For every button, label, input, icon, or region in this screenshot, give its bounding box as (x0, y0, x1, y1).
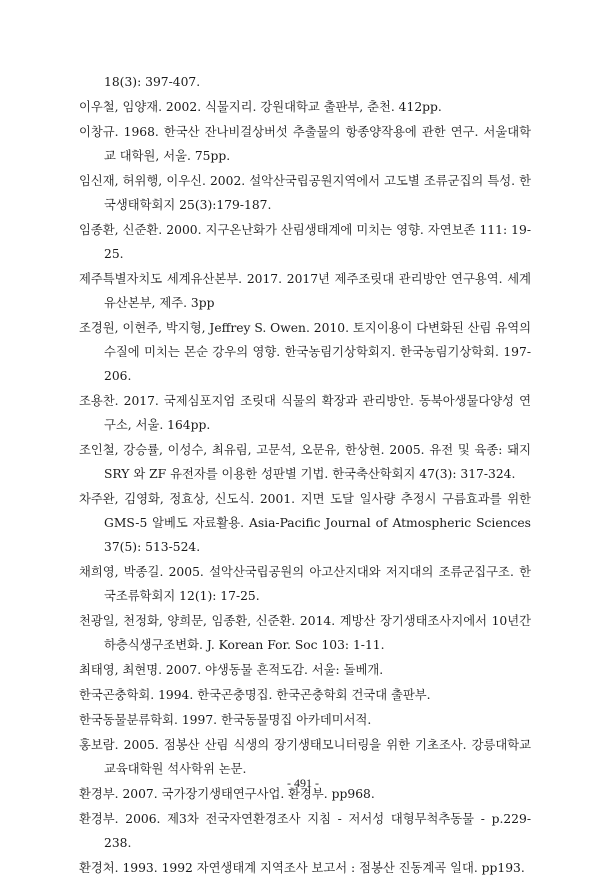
reference-entry: 환경부. 2006. 제3차 전국자연환경조사 지침 - 저서성 대형무척추동물 - p.229-238. (79, 812, 531, 850)
reference-entry: 최태영, 최현명. 2007. 야생동물 흔적도감. 서울: 돌베개. (79, 663, 384, 677)
reference-entry: 이창규. 1968. 한국산 잔나비걸상버섯 추출물의 항종양작용에 관한 연구. 서울대학교 대학원, 서울. 75pp. (79, 125, 531, 163)
reference-entry: 환경부. 2007. 국가장기생태연구사업. 환경부. pp968. (79, 787, 375, 801)
reference-entry-continuation: 18(3): 397-407. (104, 75, 201, 89)
reference-entry: 임신재, 허위행, 이우신. 2002. 설악산국립공원지역에서 고도별 조류군집의 특성. 한국생태학회지 25(3):179-187. (79, 174, 531, 212)
reference-entry: 홍보람. 2005. 점봉산 산림 식생의 장기생태모니터링을 위한 기초조사. 강릉대학교 교육대학원 석사학위 논문. (79, 738, 531, 776)
reference-entry: 천광일, 천정화, 양희문, 임종환, 신준환. 2014. 계방산 장기생태조사지에서 10년간 하층식생구조변화. J. Korean For. Soc 103: 1-11. (79, 614, 531, 652)
reference-entry: 채희영, 박종길. 2005. 설악산국립공원의 아고산지대와 저지대의 조류군집구조. 한국조류학회지 12(1): 17-25. (79, 565, 531, 603)
reference-entry: 차주완, 김영화, 정효상, 신도식. 2001. 지면 도달 일사량 추정시 구름효과를 위한 GMS-5 알베도 자료활용. Asia-Pacific Journal of Atmospheric Sciences 37(5): 513-524. (79, 492, 531, 554)
reference-entry: 조경원, 이현주, 박지형, Jeffrey S. Owen. 2010. 토지이용이 다변화된 산림 유역의 수질에 미치는 몬순 강우의 영향. 한국농림기상학회지. 한국농림기상학회. 197-206. (79, 321, 531, 383)
reference-entry: 제주특별자치도 세계유산본부. 2017. 2017년 제주조릿대 관리방안 연구용역. 세계유산본부, 제주. 3pp (79, 272, 531, 310)
reference-entry: 한국곤충학회. 1994. 한국곤충명집. 한국곤충학회 건국대 출판부. (79, 688, 431, 702)
reference-entry: 이우철, 임양재. 2002. 식물지리. 강원대학교 출판부, 춘천. 412pp. (79, 100, 442, 114)
reference-entry: 환경처. 1993. 1992 자연생태계 지역조사 보고서 : 점봉산 진동계곡 일대. pp193. (79, 861, 525, 875)
reference-list (79, 70, 531, 881)
reference-entry: 임종환, 신준환. 2000. 지구온난화가 산림생태계에 미치는 영향. 자연보존 111: 19-25. (79, 223, 531, 261)
reference-entry: 한국동물분류학회. 1997. 한국동물명집 아카데미서적. (79, 713, 372, 727)
reference-entry: 조인철, 강승률, 이성수, 최유림, 고문석, 오문유, 한상현. 2005. 유전 및 육종: 돼지 SRY 와 ZF 유전자를 이용한 성판별 기법. 한국축산학회지 47(3): 317-324. (79, 443, 531, 481)
reference-entry: 조용찬. 2017. 국제심포지엄 조릿대 식물의 확장과 관리방안. 동북아생물다양성 연구소, 서울. 164pp. (79, 394, 531, 432)
page-number: - 491 - (287, 776, 319, 790)
